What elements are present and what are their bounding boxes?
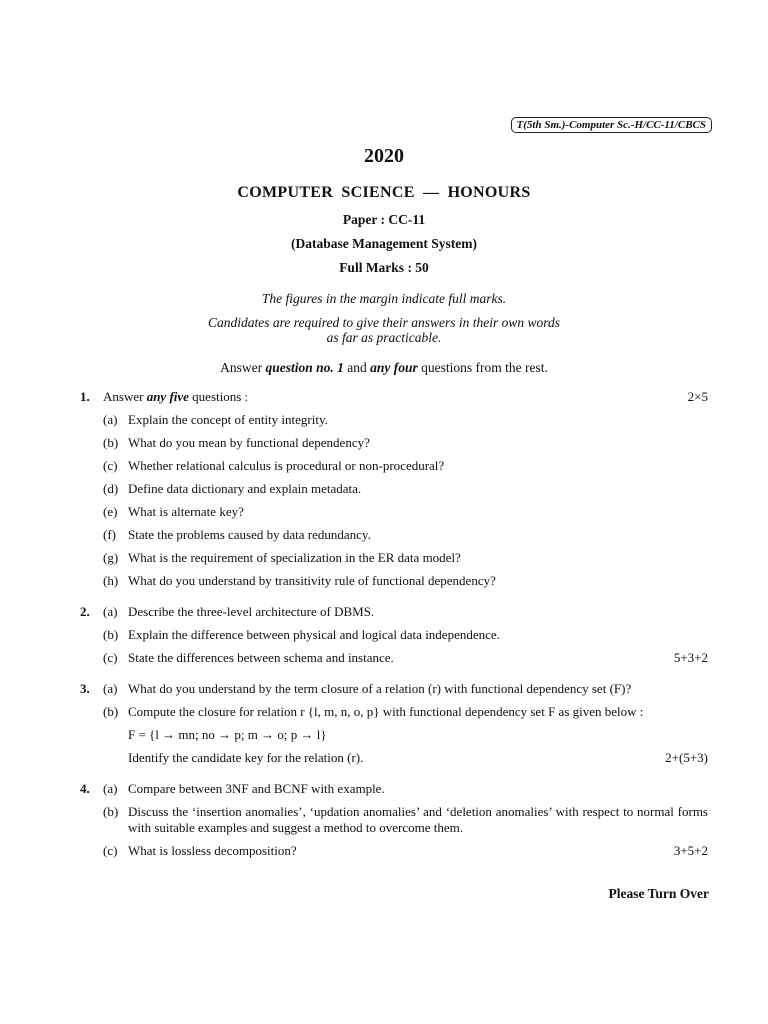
question-1 [80, 389, 708, 405]
item-text: What is lossless decomposition? [128, 843, 297, 858]
question-3 [80, 681, 708, 697]
q4-item-c [103, 843, 708, 859]
q4-item-b [103, 804, 708, 836]
question-1-marks: 2×5 [687, 389, 708, 404]
q1-emphasis: any five [146, 389, 189, 404]
paper-number: Paper : CC-11 [342, 212, 426, 227]
question-number: 4. [80, 781, 90, 796]
subject-title: COMPUTER SCIENCE — HONOURS [237, 184, 531, 201]
item-text: State the problems caused by data redundancy. [128, 527, 371, 542]
q2-item-c [103, 650, 708, 666]
item-label: (a) [103, 681, 118, 696]
item-text: Define data dictionary and explain metadata. [128, 481, 362, 496]
item-label: (b) [103, 704, 119, 719]
question-4-marks: 3+5+2 [673, 843, 708, 858]
q1-item-d [103, 481, 708, 497]
paper-title: (Database Management System) [291, 236, 477, 251]
q2-item-c-row [80, 650, 708, 666]
item-label: (d) [103, 481, 119, 496]
questions [80, 389, 708, 859]
item-label: (e) [103, 504, 118, 519]
instruction [0, 360, 768, 376]
exam-year: 2020 [364, 145, 404, 167]
note-line-1: The figures in the margin indicate full marks. [261, 291, 507, 306]
item-label: (b) [103, 804, 119, 819]
instruction-mid: and [343, 360, 371, 375]
item-label: (f) [103, 527, 116, 542]
question-number: 3. [80, 681, 90, 696]
q1-item-b [103, 435, 708, 451]
question-2 [80, 604, 708, 620]
q1-item-h [103, 573, 708, 589]
question-number: 1. [80, 389, 90, 404]
item-label: (a) [103, 412, 118, 427]
item-label: (g) [103, 550, 119, 565]
q1-pre: Answer [103, 389, 147, 404]
q4-item-a [103, 781, 708, 797]
q1-item-g [103, 550, 708, 566]
q1-post: questions : [188, 389, 249, 404]
q1-item-e [103, 504, 708, 520]
q1-item-a [103, 412, 708, 428]
paper-code-box: T(5th Sm.)-Computer Sc.-H/CC-11/CBCS [511, 117, 712, 133]
question-3-marks: 2+(5+3) [665, 750, 708, 765]
item-text: Compare between 3NF and BCNF with example. [128, 781, 385, 796]
item-text: Explain the concept of entity integrity. [128, 412, 328, 427]
q3-tail-row [80, 750, 708, 766]
q2-item-a [103, 604, 708, 620]
note-line-3: as far as practicable. [326, 330, 442, 345]
q2-item-b [103, 627, 708, 643]
instruction-post: questions from the rest. [417, 360, 548, 375]
question-number: 2. [80, 604, 90, 619]
item-text: Explain the difference between physical and logical data independence. [128, 627, 500, 642]
question-1-heading [103, 389, 708, 405]
item-text: State the differences between schema and instance. [128, 650, 394, 665]
q3-tail: Identify the candidate key for the relation (r). [128, 750, 364, 765]
q1-item-c [103, 458, 708, 474]
item-text: Describe the three-level architecture of DBMS. [128, 604, 375, 619]
q3-fd-set: F = {l → mn; no → p; m → o; p → l} [128, 727, 327, 742]
item-label: (c) [103, 843, 118, 858]
question-4 [80, 781, 708, 797]
q1-item-f [103, 527, 708, 543]
item-text: Compute the closure for relation r {l, m, n, o, p} with functional dependency set F as given below : [128, 704, 644, 719]
item-text: What do you understand by transitivity rule of functional dependency? [128, 573, 496, 588]
item-text: What do you understand by the term closure of a relation (r) with functional dependency set (F)? [128, 681, 632, 696]
q3-item-b [103, 704, 708, 720]
q3-item-a [103, 681, 708, 697]
q4-item-c-row [80, 843, 708, 859]
instruction-emphasis-1: question no. 1 [265, 360, 344, 375]
full-marks: Full Marks : 50 [339, 260, 429, 275]
item-text: Whether relational calculus is procedural or non-procedural? [128, 458, 445, 473]
question-2-marks: 5+3+2 [673, 650, 708, 665]
note-line-2: Candidates are required to give their answers in their own words [208, 315, 560, 330]
item-text: Discuss the ‘insertion anomalies’, ‘updation anomalies’ and ‘deletion anomalies’ with respect to normal forms with suitable examples and suggest a method to overcome them. [128, 804, 708, 835]
item-label: (a) [103, 604, 118, 619]
item-label: (h) [103, 573, 119, 588]
please-turn-over: Please Turn Over [608, 886, 709, 901]
instruction-pre: Answer [220, 360, 266, 375]
item-label: (b) [103, 627, 119, 642]
item-text: What is alternate key? [128, 504, 244, 519]
item-label: (b) [103, 435, 119, 450]
item-label: (c) [103, 650, 118, 665]
item-text: What is the requirement of specialization in the ER data model? [128, 550, 461, 565]
item-text: What do you mean by functional dependency? [128, 435, 370, 450]
instruction-emphasis-2: any four [370, 360, 418, 375]
item-label: (c) [103, 458, 118, 473]
item-label: (a) [103, 781, 118, 796]
